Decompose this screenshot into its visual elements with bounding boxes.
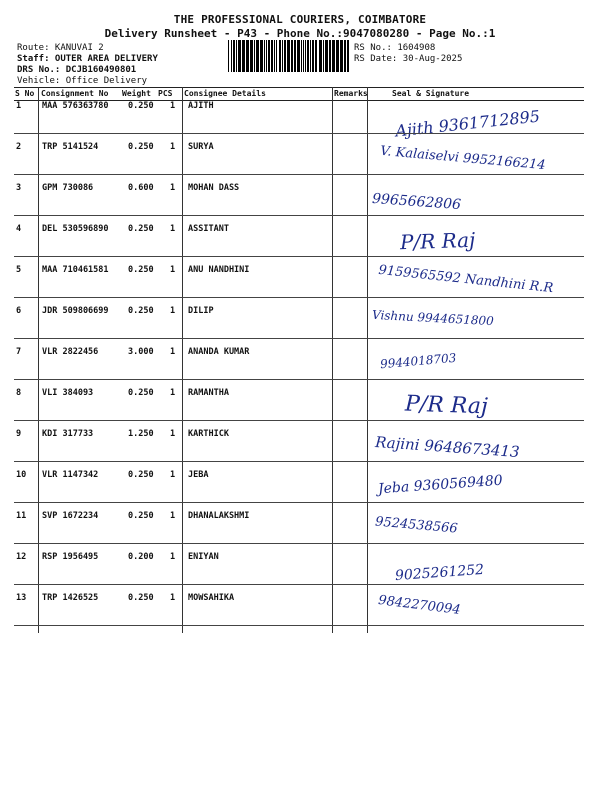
cell-consignment: TRP 1426525 <box>42 593 99 603</box>
cell-pcs: 1 <box>170 142 176 152</box>
row-divider <box>14 338 584 339</box>
barcode-bar <box>315 40 317 72</box>
cell-pcs: 1 <box>170 306 176 316</box>
barcode-bar <box>260 40 263 72</box>
cell-sno: 9 <box>16 429 22 439</box>
barcode-bar <box>307 40 309 72</box>
barcode <box>228 40 351 72</box>
signature: 9944018703 <box>379 350 457 372</box>
col-weight: Weight <box>122 89 151 98</box>
barcode-bar <box>254 40 255 72</box>
barcode-bar <box>231 40 232 72</box>
rs-date: RS Date: 30-Aug-2025 <box>354 54 463 64</box>
cell-sno: 11 <box>16 511 27 521</box>
barcode-bar <box>291 40 293 72</box>
barcode-bar <box>279 40 281 72</box>
cell-pcs: 1 <box>170 101 176 111</box>
signature: 9159565592 Nandhini R.R <box>377 262 554 297</box>
cell-weight: 0.250 <box>128 388 154 398</box>
cell-pcs: 1 <box>170 470 176 480</box>
barcode-bar <box>228 40 229 72</box>
row-divider <box>14 584 584 585</box>
vehicle: Vehicle: Office Delivery <box>17 76 148 86</box>
signature: P/R Raj <box>399 227 476 255</box>
signature: V. Kalaiselvi 9952166214 <box>379 143 547 174</box>
row-divider <box>14 625 584 626</box>
signature: Jeba 9360569480 <box>377 472 504 498</box>
signature: Vishnu 9944651800 <box>371 307 495 329</box>
cell-weight: 0.250 <box>128 265 154 275</box>
barcode-bar <box>329 40 331 72</box>
column-divider <box>38 87 39 633</box>
cell-sno: 5 <box>16 265 22 275</box>
barcode-bar <box>323 40 324 72</box>
barcode-bar <box>274 40 275 72</box>
cell-pcs: 1 <box>170 593 176 603</box>
col-remarks: Remarks <box>334 89 368 98</box>
cell-pcs: 1 <box>170 552 176 562</box>
signature: Rajini 9648673413 <box>374 432 521 462</box>
cell-weight: 0.600 <box>128 183 154 193</box>
cell-consignee: RAMANTHA <box>188 388 229 398</box>
table-header <box>14 87 584 101</box>
barcode-bar <box>305 40 306 72</box>
cell-pcs: 1 <box>170 429 176 439</box>
column-divider <box>367 87 368 633</box>
column-divider <box>182 87 183 633</box>
cell-weight: 1.250 <box>128 429 154 439</box>
barcode-bar <box>336 40 339 72</box>
signature: P/R Raj <box>404 391 489 420</box>
barcode-bar <box>340 40 343 72</box>
route: Route: KANUVAI 2 <box>17 43 104 53</box>
cell-pcs: 1 <box>170 511 176 521</box>
barcode-bar <box>250 40 253 72</box>
cell-consignee: MOHAN DASS <box>188 183 240 193</box>
barcode-bar <box>301 40 302 72</box>
barcode-bar <box>347 40 349 72</box>
row-divider <box>14 174 584 175</box>
barcode-bar <box>266 40 267 72</box>
cell-consignment: RSP 1956495 <box>42 552 99 562</box>
cell-consignee: ENIYAN <box>188 552 219 562</box>
cell-sno: 1 <box>16 101 22 111</box>
cell-sno: 7 <box>16 347 22 357</box>
cell-pcs: 1 <box>170 183 176 193</box>
cell-sno: 8 <box>16 388 22 398</box>
barcode-bar <box>294 40 296 72</box>
barcode-bar <box>238 40 241 72</box>
cell-pcs: 1 <box>170 347 176 357</box>
cell-sno: 4 <box>16 224 22 234</box>
row-divider <box>14 256 584 257</box>
cell-weight: 0.250 <box>128 593 154 603</box>
row-divider <box>14 502 584 503</box>
cell-weight: 0.200 <box>128 552 154 562</box>
signature: 9524538566 <box>374 514 459 537</box>
cell-pcs: 1 <box>170 265 176 275</box>
barcode-bar <box>246 40 249 72</box>
cell-consignment: TRP 5141524 <box>42 142 99 152</box>
barcode-bar <box>319 40 322 72</box>
drs-number: DRS No.: DCJB160490801 <box>17 65 137 75</box>
barcode-bar <box>233 40 235 72</box>
cell-weight: 0.250 <box>128 142 154 152</box>
cell-consignee: SURYA <box>188 142 214 152</box>
col-sno: S No <box>15 89 35 98</box>
col-seal-signature: Seal & Signature <box>392 89 470 98</box>
barcode-bar <box>284 40 286 72</box>
barcode-bar <box>344 40 346 72</box>
staff: Staff: OUTER AREA DELIVERY <box>17 54 158 64</box>
barcode-bar <box>297 40 300 72</box>
cell-consignee: ANU NANDHINI <box>188 265 250 275</box>
col-consignment: Consignment No <box>41 89 109 98</box>
row-divider <box>14 297 584 298</box>
barcode-bar <box>325 40 328 72</box>
cell-weight: 0.250 <box>128 224 154 234</box>
cell-consignment: KDI 317733 <box>42 429 94 439</box>
barcode-bar <box>236 40 237 72</box>
cell-weight: 3.000 <box>128 347 154 357</box>
cell-sno: 6 <box>16 306 22 316</box>
cell-consignment: SVP 1672234 <box>42 511 99 521</box>
cell-consignment: GPM 730086 <box>42 183 94 193</box>
cell-consignee: ASSITANT <box>188 224 229 234</box>
cell-consignee: AJITH <box>188 101 214 111</box>
cell-pcs: 1 <box>170 224 176 234</box>
barcode-bar <box>268 40 270 72</box>
row-divider <box>14 461 584 462</box>
cell-consignment: MAA 710461581 <box>42 265 109 275</box>
cell-consignee: DHANALAKSHMI <box>188 511 250 521</box>
cell-weight: 0.250 <box>128 306 154 316</box>
cell-weight: 0.250 <box>128 101 154 111</box>
cell-consignment: VLR 1147342 <box>42 470 99 480</box>
cell-sno: 13 <box>16 593 27 603</box>
barcode-bar <box>282 40 283 72</box>
signature: 9842270094 <box>377 593 462 618</box>
cell-sno: 12 <box>16 552 27 562</box>
signature: Ajith 9361712895 <box>394 106 541 141</box>
row-divider <box>14 215 584 216</box>
barcode-bar <box>271 40 273 72</box>
cell-consignment: VLI 384093 <box>42 388 94 398</box>
barcode-bar <box>312 40 314 72</box>
cell-sno: 10 <box>16 470 27 480</box>
rs-number: RS No.: 1604908 <box>354 43 436 53</box>
cell-consignee: ANANDA KUMAR <box>188 347 250 357</box>
runsheet-subtitle: Delivery Runsheet - P43 - Phone No.:9047080280 - Page No.:1 <box>104 27 496 40</box>
cell-consignee: JEBA <box>188 470 209 480</box>
row-divider <box>14 420 584 421</box>
barcode-bar <box>276 40 277 72</box>
cell-consignment: VLR 2822456 <box>42 347 99 357</box>
barcode-bar <box>264 40 265 72</box>
barcode-bar <box>287 40 290 72</box>
cell-pcs: 1 <box>170 388 176 398</box>
column-divider <box>332 87 333 633</box>
cell-weight: 0.250 <box>128 470 154 480</box>
signature: 9965662806 <box>371 190 462 214</box>
cell-consignee: KARTHICK <box>188 429 229 439</box>
cell-consignment: DEL 530596890 <box>42 224 109 234</box>
cell-sno: 2 <box>16 142 22 152</box>
cell-consignment: MAA 576363780 <box>42 101 109 111</box>
cell-weight: 0.250 <box>128 511 154 521</box>
company-title: THE PROFESSIONAL COURIERS, COIMBATORE <box>173 13 427 26</box>
signature: 9025261252 <box>394 561 485 585</box>
col-pcs: PCS <box>158 89 173 98</box>
cell-sno: 3 <box>16 183 22 193</box>
barcode-bar <box>242 40 245 72</box>
row-divider <box>14 379 584 380</box>
barcode-bar <box>332 40 335 72</box>
cell-consignee: MOWSAHIKA <box>188 593 235 603</box>
row-divider <box>14 543 584 544</box>
barcode-bar <box>310 40 311 72</box>
cell-consignment: JDR 509806699 <box>42 306 109 316</box>
cell-consignee: DILIP <box>188 306 214 316</box>
barcode-bar <box>303 40 304 72</box>
col-consignee: Consignee Details <box>184 89 266 98</box>
row-divider <box>14 133 584 134</box>
barcode-bar <box>256 40 259 72</box>
